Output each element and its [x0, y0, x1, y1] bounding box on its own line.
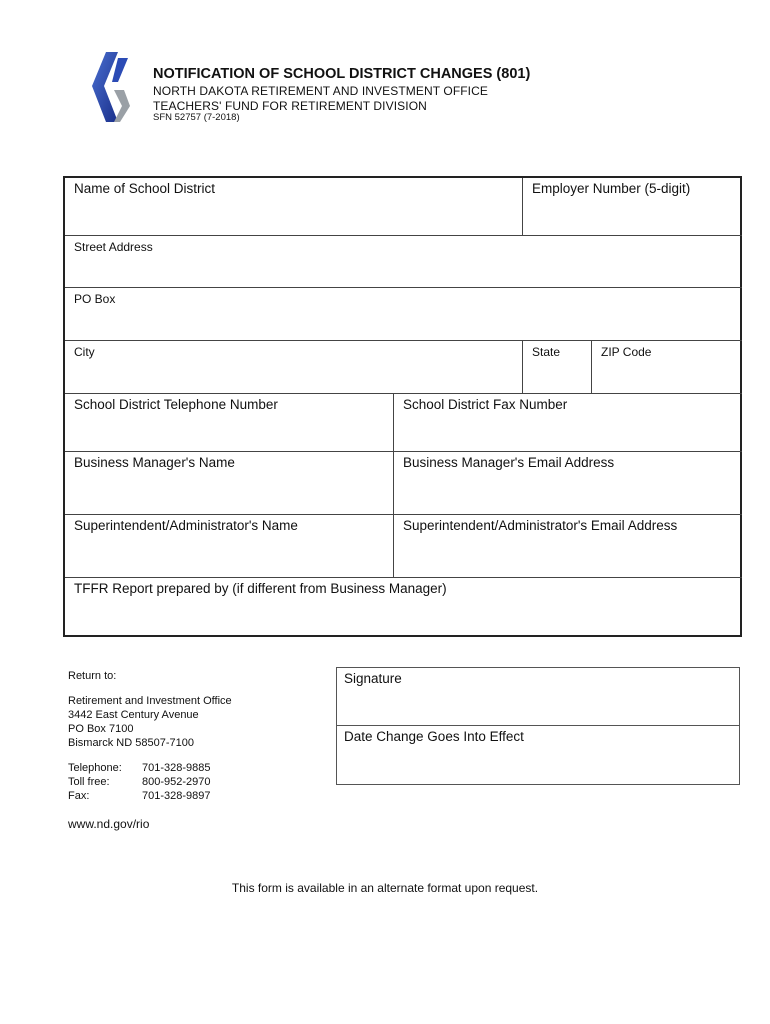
city-label: City: [74, 345, 95, 359]
signature-field[interactable]: Signature: [344, 671, 402, 686]
office-street: 3442 East Century Avenue: [68, 709, 199, 721]
fax-row: [68, 790, 211, 802]
toll-free-value: 800-952-2970: [142, 776, 211, 788]
business-manager-email-label: Business Manager's Email Address: [403, 455, 615, 470]
toll-free-label: Toll free:: [68, 776, 110, 788]
website-link[interactable]: www.nd.gov/rio: [68, 817, 150, 831]
school-district-name-field[interactable]: [65, 178, 523, 236]
street-address-label: Street Address: [74, 240, 153, 254]
zip-code-label: ZIP Code: [601, 345, 652, 359]
telephone-row: [68, 762, 211, 774]
alternate-format-note: This form is available in an alternate format upon request.: [231, 881, 539, 895]
superintendent-name-label: Superintendent/Administrator's Name: [74, 518, 298, 533]
street-address-field[interactable]: [65, 236, 742, 288]
zip-code-field[interactable]: [592, 341, 742, 394]
agency-name: NORTH DAKOTA RETIREMENT AND INVESTMENT OFFICE: [153, 84, 488, 98]
fax-label: Fax:: [68, 790, 90, 802]
employer-number-label: Employer Number (5-digit): [532, 181, 691, 196]
school-district-form: [63, 176, 742, 637]
report-prepared-by-field[interactable]: [65, 578, 742, 637]
business-manager-email-field[interactable]: [394, 452, 742, 515]
division-name: TEACHERS' FUND FOR RETIREMENT DIVISION: [153, 99, 427, 113]
signature-box: [336, 667, 740, 785]
district-fax-field[interactable]: [394, 394, 742, 452]
office-po-box: PO Box 7100: [68, 723, 134, 735]
rio-logo-icon: [88, 50, 132, 126]
fax-value: 701-328-9897: [142, 790, 211, 802]
district-telephone-label: School District Telephone Number: [74, 397, 278, 412]
business-manager-name-field[interactable]: [65, 452, 394, 515]
report-prepared-by-label: TFFR Report prepared by (if different from Business Manager): [74, 581, 447, 596]
district-fax-label: School District Fax Number: [403, 397, 568, 412]
superintendent-email-field[interactable]: [394, 515, 742, 578]
telephone-value: 701-328-9885: [142, 762, 211, 774]
employer-number-field[interactable]: [523, 178, 742, 236]
po-box-field[interactable]: [65, 288, 742, 341]
superintendent-email-label: Superintendent/Administrator's Email Address: [403, 518, 678, 533]
office-name: Retirement and Investment Office: [68, 695, 232, 707]
form-number: SFN 52757 (7-2018): [153, 112, 240, 123]
signature-divider: [337, 725, 739, 726]
office-city-state-zip: Bismarck ND 58507-7100: [68, 737, 194, 749]
superintendent-name-field[interactable]: [65, 515, 394, 578]
toll-free-row: [68, 776, 211, 788]
return-to-label: Return to:: [68, 670, 117, 682]
telephone-label: Telephone:: [68, 762, 122, 774]
city-field[interactable]: [65, 341, 523, 394]
po-box-label: PO Box: [74, 292, 116, 306]
business-manager-name-label: Business Manager's Name: [74, 455, 235, 470]
district-telephone-field[interactable]: [65, 394, 394, 452]
state-label: State: [532, 345, 561, 359]
school-district-name-label: Name of School District: [74, 181, 216, 196]
return-address: [68, 694, 232, 750]
effective-date-field[interactable]: Date Change Goes Into Effect: [344, 729, 524, 744]
form-title: NOTIFICATION OF SCHOOL DISTRICT CHANGES (801): [153, 66, 531, 82]
state-field[interactable]: [523, 341, 592, 394]
